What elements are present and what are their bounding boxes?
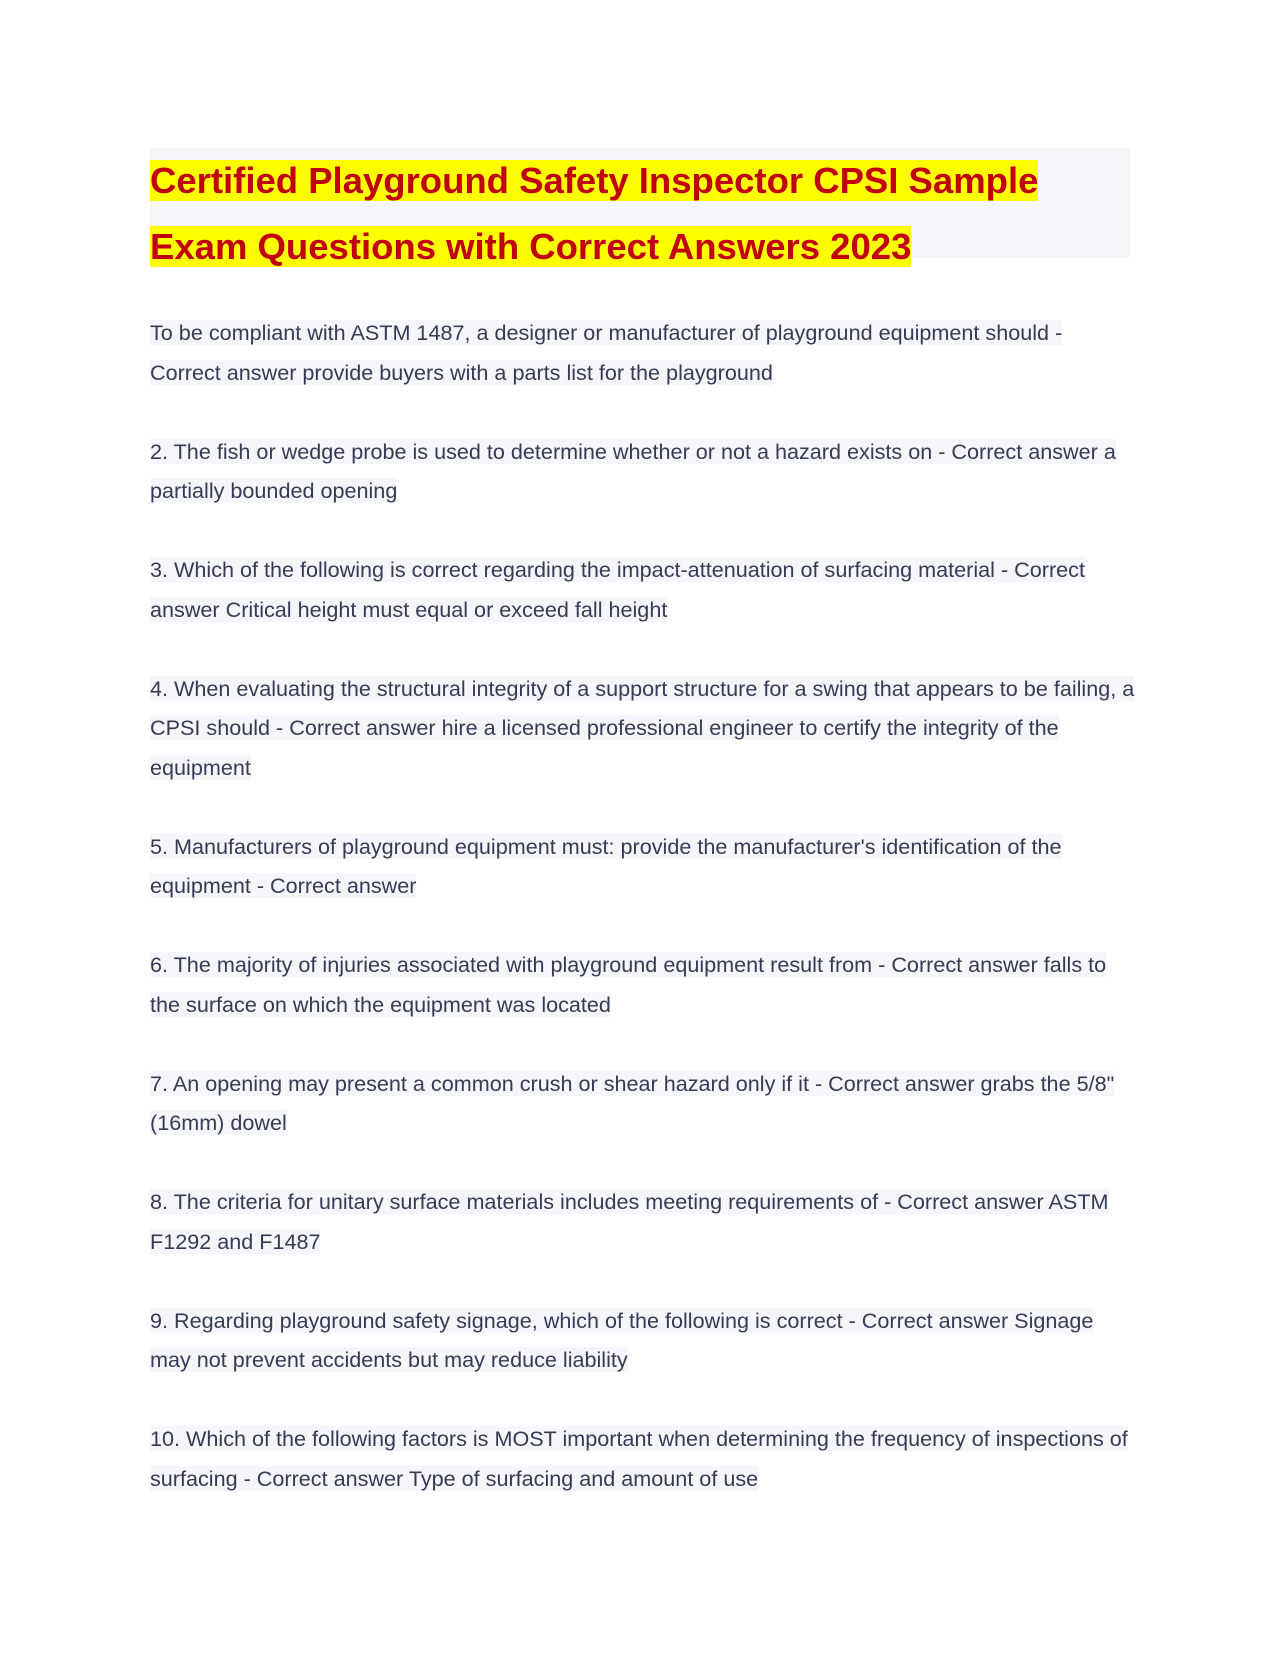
question-item: 5. Manufacturers of playground equipment must: provide the manufacturer's identification of the equipment - Correct answer: [150, 833, 1062, 898]
question-item: 8. The criteria for unitary surface materials includes meeting requirements of - Correct answer ASTM F1292 and F1487: [150, 1189, 1109, 1254]
document-title: [150, 148, 1130, 280]
question-item: 6. The majority of injuries associated with playground equipment result from - Correct answer falls to the surface on which the equipment was located: [150, 952, 1107, 1017]
document-title-text: Certified Playground Safety Inspector CPSI Sample Exam Questions with Correct Answers 2023: [150, 160, 1039, 267]
question-item: 4. When evaluating the structural integrity of a support structure for a swing that appears to be failing, a CPSI should - Correct answer hire a licensed professional engineer to certify the integrity of the equipment: [150, 675, 1135, 780]
question-item: 7. An opening may present a common crush or shear hazard only if it - Correct answer grabs the 5/8" (16mm) dowel: [150, 1070, 1115, 1135]
question-item: 2. The fish or wedge probe is used to determine whether or not a hazard exists on - Correct answer a partially bounded opening: [150, 438, 1116, 503]
question-item: To be compliant with ASTM 1487, a designer or manufacturer of playground equipment should - Correct answer provide buyers with a parts list for the playground: [150, 320, 1063, 385]
question-item: 3. Which of the following is correct regarding the impact-attenuation of surfacing material - Correct answer Critical height must equal or exceed fall height: [150, 557, 1085, 622]
question-list: [150, 313, 1135, 1538]
title-block: [150, 148, 1130, 267]
question-item: 9. Regarding playground safety signage, which of the following is correct - Correct answer Signage may not prevent accidents but may reduce liability: [150, 1307, 1094, 1372]
question-item: 10. Which of the following factors is MOST important when determining the frequency of inspections of surfacing - Correct answer Type of surfacing and amount of use: [150, 1426, 1128, 1491]
